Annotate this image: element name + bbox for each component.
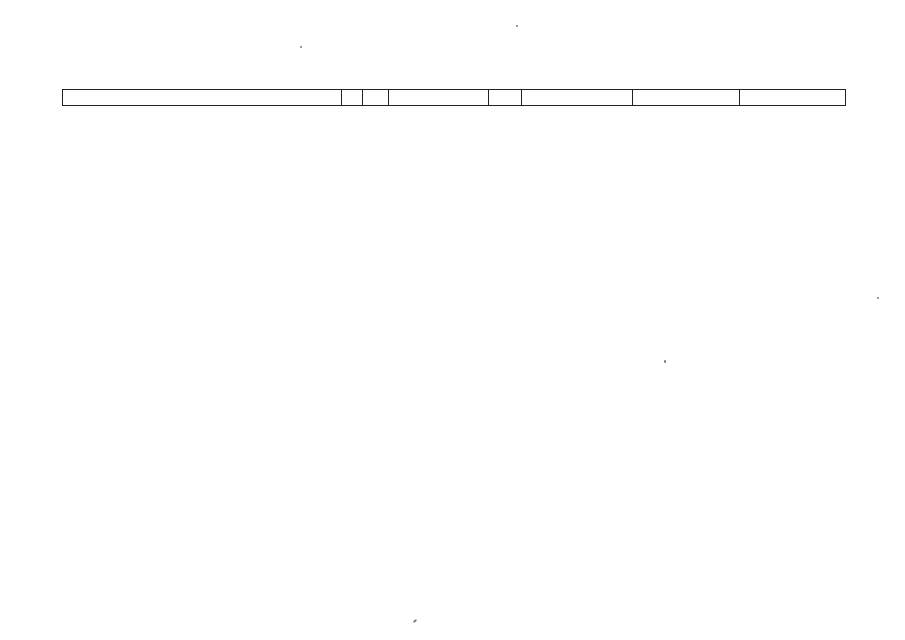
header-col-8 [740, 90, 845, 105]
scan-speck [516, 25, 518, 27]
scan-speck [877, 297, 879, 299]
header-col-6 [522, 90, 633, 105]
table-header [62, 89, 846, 106]
header-col-3 [363, 90, 389, 105]
header-col-1 [63, 90, 342, 105]
scan-speck [664, 360, 666, 363]
header-col-4 [389, 90, 489, 105]
header-col-7 [633, 90, 740, 105]
scan-speck [413, 619, 417, 623]
header-col-5 [489, 90, 522, 105]
header-col-2 [342, 90, 363, 105]
scan-speck [300, 46, 302, 48]
